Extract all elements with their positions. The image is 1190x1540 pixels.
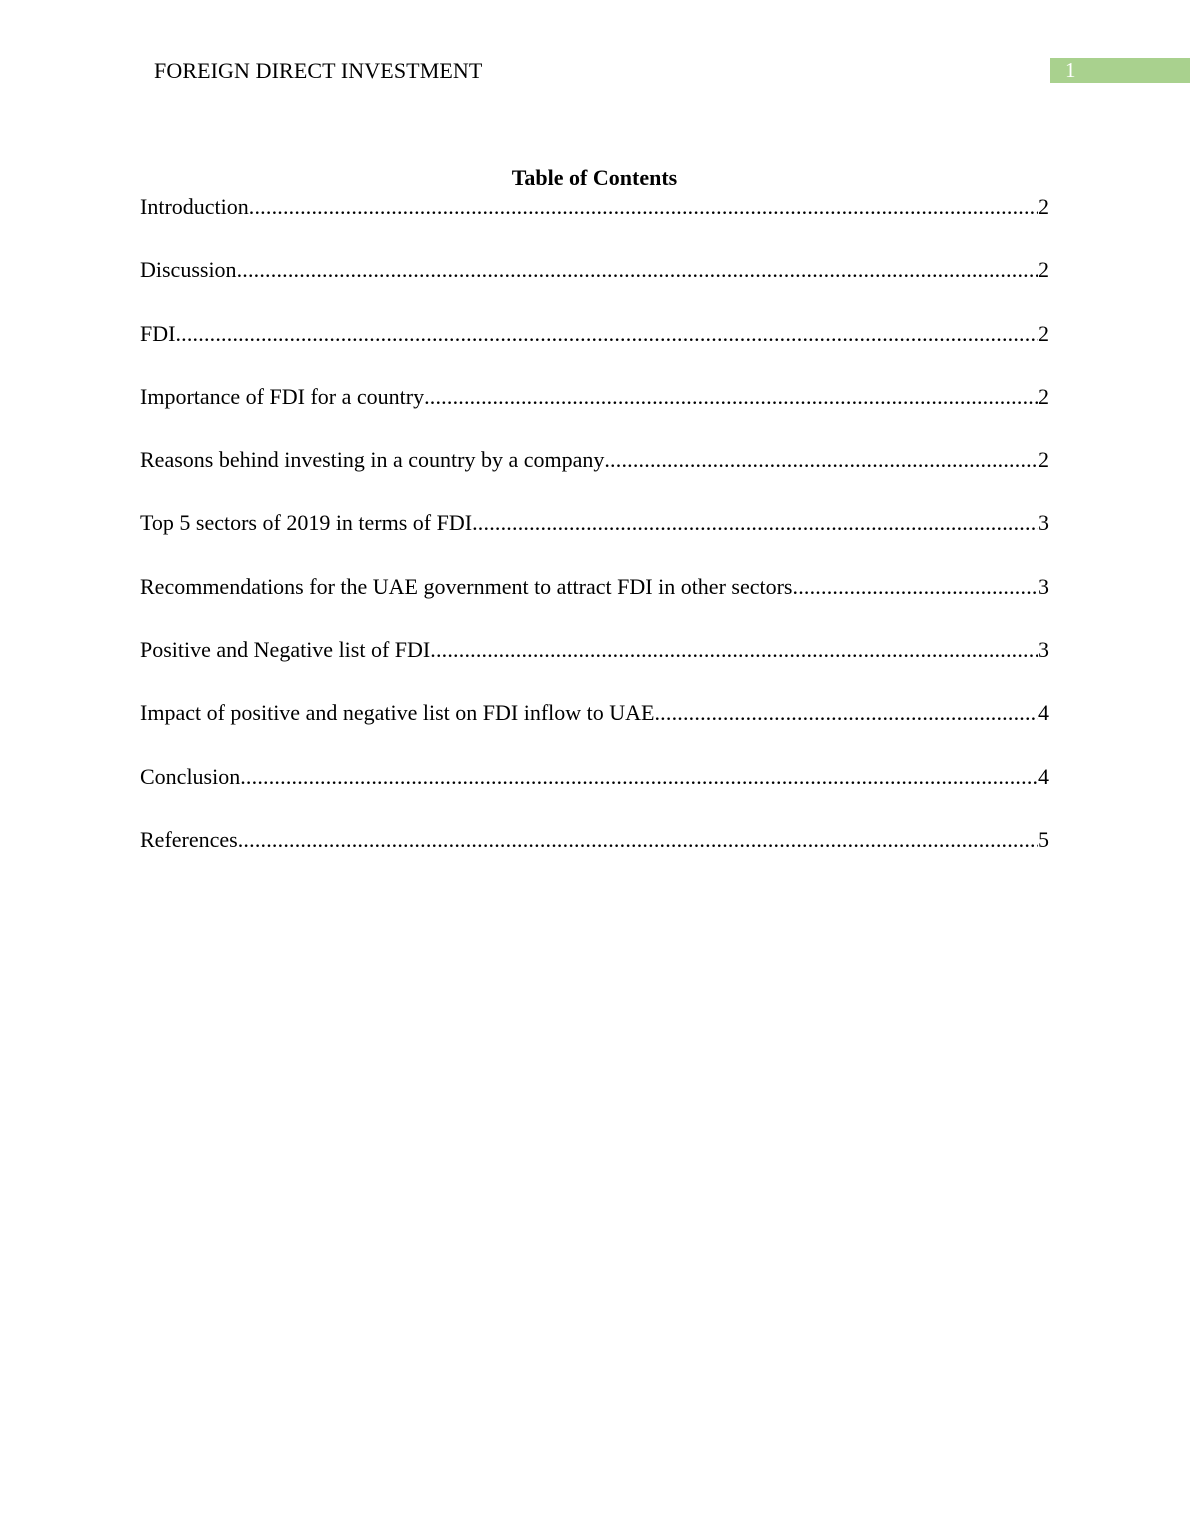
toc-dot-leader bbox=[238, 826, 1038, 854]
toc-entry-recommendations[interactable] bbox=[140, 573, 1049, 601]
toc-entry-impact-on-fdi-inflow[interactable] bbox=[140, 699, 1049, 727]
toc-entry-page: 3 bbox=[1038, 637, 1049, 663]
toc-entry-page: 3 bbox=[1038, 573, 1049, 599]
toc-dot-leader bbox=[237, 256, 1038, 284]
toc-entry-discussion[interactable] bbox=[140, 256, 1049, 284]
toc-dot-leader bbox=[472, 509, 1038, 537]
toc-entry-page: 4 bbox=[1038, 763, 1049, 789]
toc-entry-page: 2 bbox=[1038, 447, 1049, 473]
toc-entry-label: Conclusion bbox=[140, 763, 241, 789]
toc-entry-label: Reasons behind investing in a country by a company bbox=[140, 447, 605, 473]
toc-list bbox=[140, 193, 1049, 889]
toc-entry-label: Discussion bbox=[140, 257, 237, 283]
toc-dot-leader bbox=[793, 573, 1039, 601]
toc-entry-top-5-sectors[interactable] bbox=[140, 509, 1049, 537]
running-header: FOREIGN DIRECT INVESTMENT bbox=[154, 58, 483, 83]
toc-dot-leader bbox=[430, 636, 1038, 664]
toc-entry-references[interactable] bbox=[140, 826, 1049, 854]
toc-entry-label: FDI bbox=[140, 320, 176, 346]
toc-entry-label: References bbox=[140, 826, 238, 852]
toc-dot-leader bbox=[654, 699, 1038, 727]
toc-entry-fdi[interactable] bbox=[140, 320, 1049, 348]
toc-entry-page: 2 bbox=[1038, 257, 1049, 283]
toc-entry-conclusion[interactable] bbox=[140, 763, 1049, 791]
toc-dot-leader bbox=[240, 763, 1038, 791]
toc-entry-page: 2 bbox=[1038, 320, 1049, 346]
toc-entry-page: 2 bbox=[1038, 383, 1049, 409]
toc-dot-leader bbox=[249, 193, 1038, 221]
toc-entry-label: Importance of FDI for a country bbox=[140, 383, 425, 409]
toc-entry-label: Positive and Negative list of FDI bbox=[140, 637, 431, 663]
toc-entry-reasons-behind-investing[interactable] bbox=[140, 446, 1049, 474]
toc-entry-label: Recommendations for the UAE government to attract FDI in other sectors bbox=[140, 573, 793, 599]
toc-entry-label: Introduction bbox=[140, 194, 249, 219]
toc-entry-label: Top 5 sectors of 2019 in terms of FDI bbox=[140, 510, 473, 536]
toc-entry-introduction[interactable] bbox=[140, 193, 1049, 221]
toc-dot-leader bbox=[604, 446, 1038, 474]
toc-entry-label: Impact of positive and negative list on FDI inflow to UAE bbox=[140, 700, 655, 726]
toc-dot-leader bbox=[424, 383, 1038, 411]
toc-entry-page: 2 bbox=[1038, 194, 1049, 219]
toc-entry-positive-negative-list[interactable] bbox=[140, 636, 1049, 664]
toc-entry-page: 5 bbox=[1038, 826, 1049, 852]
page-number-box bbox=[1050, 58, 1190, 83]
toc-entry-importance-of-fdi[interactable] bbox=[140, 383, 1049, 411]
page-number: 1 bbox=[1065, 58, 1076, 82]
toc-entry-page: 3 bbox=[1038, 510, 1049, 536]
toc-entry-page: 4 bbox=[1038, 700, 1049, 726]
toc-dot-leader bbox=[175, 320, 1038, 348]
toc-title: Table of Contents bbox=[511, 165, 678, 190]
